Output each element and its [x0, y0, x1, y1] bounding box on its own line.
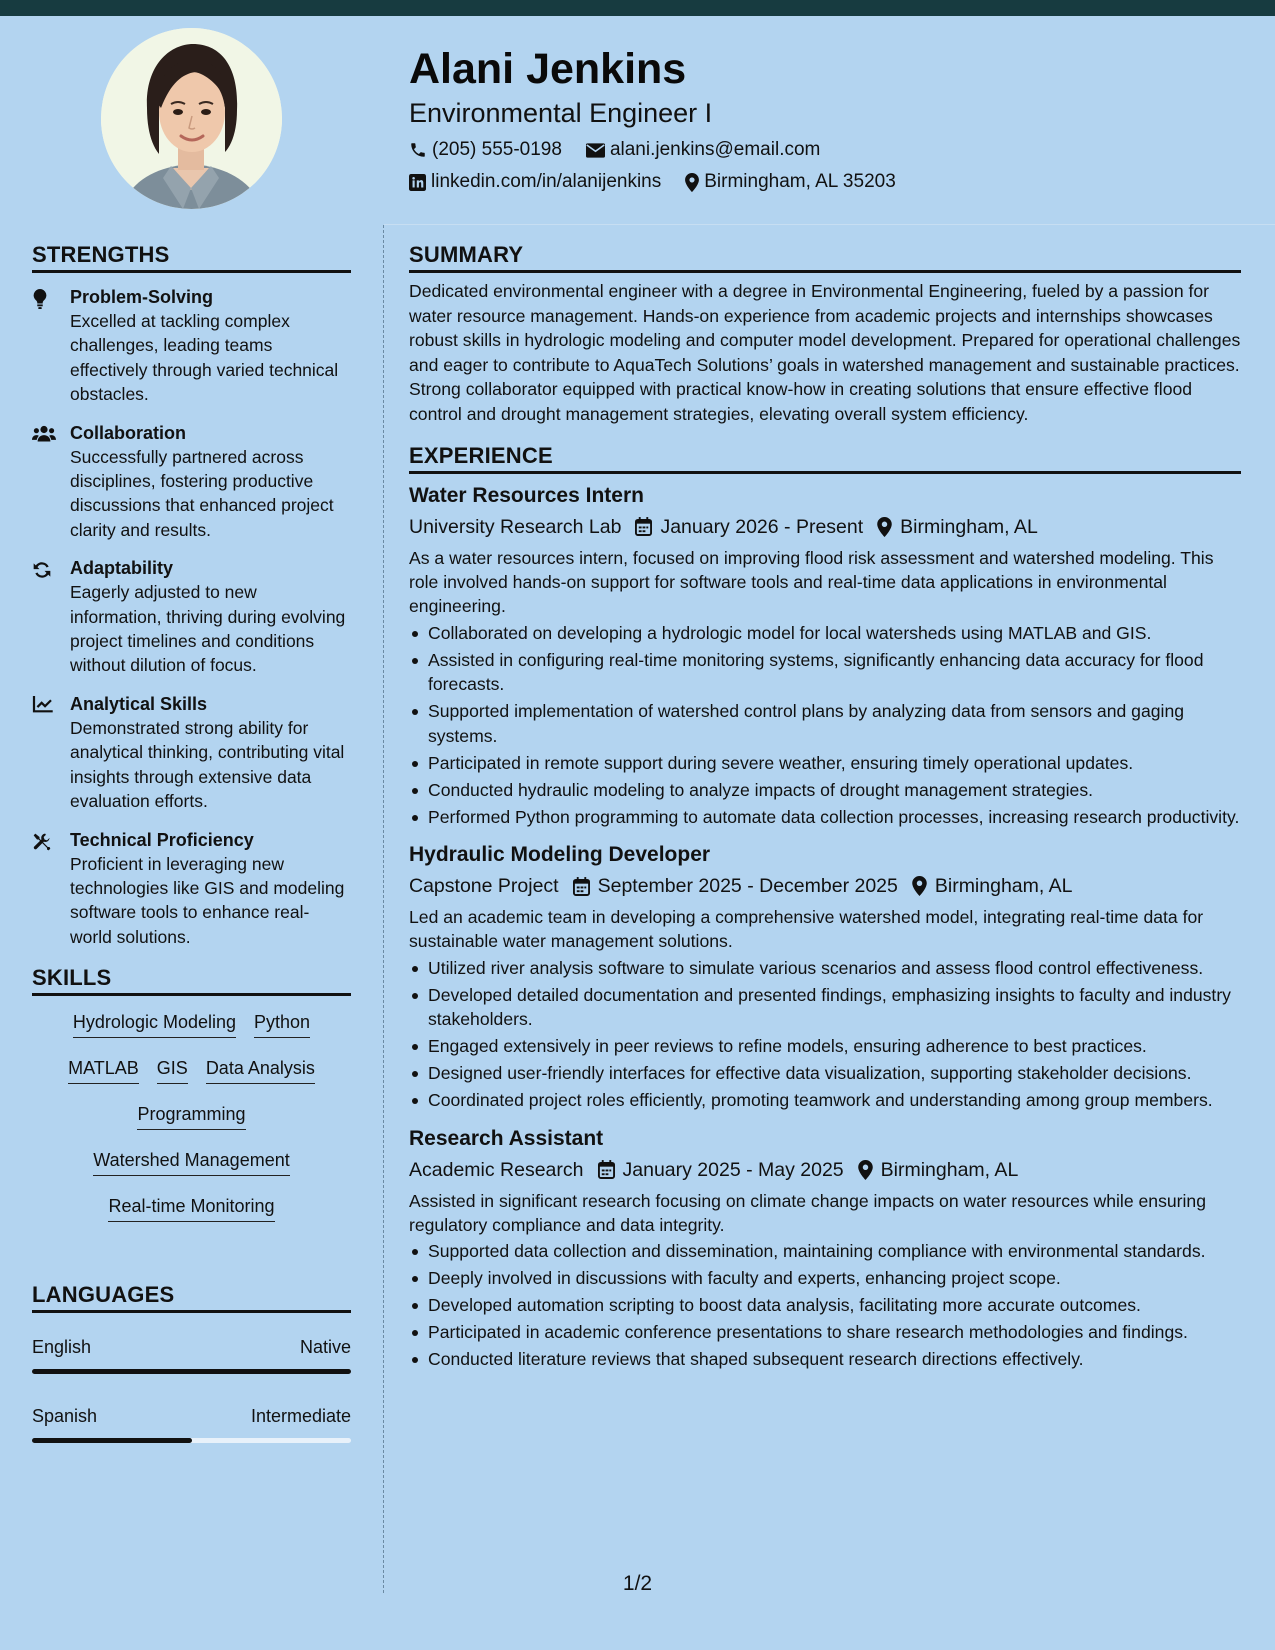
experience-list	[409, 482, 1241, 1372]
language-level: Intermediate	[250, 1406, 351, 1427]
candidate-title: Environmental Engineer I	[409, 98, 713, 128]
email-text: alani.jenkins@email.com	[609, 139, 821, 160]
strength-title: Technical Proficiency	[70, 829, 254, 850]
language-item	[32, 1404, 351, 1443]
job-org: Capstone Project	[409, 875, 559, 897]
sync-icon	[32, 560, 52, 580]
header-rule	[384, 224, 1275, 225]
contact-row-1	[409, 138, 1229, 162]
job-bullet: Developed detailed documentation and presented findings, emphasizing insights to faculty and industry stakeholders.	[409, 983, 1241, 1032]
job-org: Academic Research	[409, 1158, 584, 1181]
skills-heading: SKILLS	[32, 963, 351, 996]
job-location: Birmingham, AL	[934, 875, 1073, 897]
phone-text: (205) 555-0198	[432, 139, 562, 160]
skill-tag: MATLAB	[68, 1056, 139, 1084]
map-pin-icon	[912, 876, 927, 896]
job-bullet: Engaged extensively in peer reviews to refine models, ensuring adherence to best practices.	[409, 1034, 1241, 1058]
map-pin-icon	[685, 173, 699, 192]
job-org: University Research Lab	[409, 515, 622, 538]
job-bullet: Deeply involved in discussions with faculty and experts, enhancing project scope.	[409, 1266, 1241, 1290]
job-dates: January 2025 - May 2025	[622, 1158, 844, 1181]
summary-heading: SUMMARY	[409, 240, 1241, 273]
left-column	[32, 240, 351, 1443]
language-bar	[32, 1438, 351, 1443]
experience-heading: EXPERIENCE	[409, 441, 1241, 474]
job-bullet: Supported data collection and dissemination, maintaining compliance with environmental standards.	[409, 1239, 1241, 1263]
language-level: Native	[299, 1337, 351, 1358]
job-bullet: Designed user-friendly interfaces for effective data visualization, supporting stakeholder decisions.	[409, 1061, 1241, 1085]
job-location: Birmingham, AL	[880, 1158, 1019, 1181]
phone-icon	[409, 141, 427, 159]
job-bullet: Performed Python programming to automate data collection processes, increasing research productivity.	[409, 805, 1241, 829]
job-bullets	[409, 621, 1241, 829]
job-bullet: Participated in academic conference presentations to share research methodologies and findings.	[409, 1320, 1241, 1344]
strength-desc: Successfully partnered across disciplines, fostering productive discussions that enhanced project clarity and results.	[70, 446, 334, 540]
job-meta	[409, 514, 1241, 540]
job-bullet: Coordinated project roles efficiently, promoting teamwork and understanding among group members.	[409, 1088, 1241, 1112]
skill-tag: GIS	[157, 1056, 188, 1084]
job-entry	[409, 482, 1241, 829]
strength-item	[32, 692, 351, 814]
map-pin-icon	[858, 1160, 873, 1180]
strength-title: Problem-Solving	[70, 287, 214, 307]
strength-title: Adaptability	[70, 558, 174, 579]
users-icon	[32, 425, 56, 442]
strength-item	[32, 285, 351, 407]
languages-heading: LANGUAGES	[32, 1280, 351, 1313]
contact-location	[685, 170, 896, 194]
linkedin-icon	[409, 174, 426, 191]
page-number: 1/2	[622, 1572, 653, 1595]
strength-desc: Excelled at tackling complex challenges, leading teams effectively through varied technical obstacles.	[70, 311, 339, 405]
job-bullets	[409, 956, 1241, 1113]
strength-title: Analytical Skills	[70, 693, 208, 714]
strength-desc: Demonstrated strong ability for analytical thinking, contributing vital insights through extensive data evaluation efforts.	[70, 717, 345, 812]
right-column	[409, 240, 1241, 1374]
profile-photo	[101, 28, 282, 209]
job-meta	[409, 873, 1241, 899]
contact-phone[interactable]	[409, 138, 562, 162]
job-description: Assisted in significant research focusing on climate change impacts on water resources while ensuring regulatory compliance and data integrity.	[409, 1190, 1207, 1236]
language-bar-fill	[32, 1369, 351, 1374]
top-bar	[0, 0, 1275, 16]
job-title: Hydraulic Modeling Developer	[409, 843, 711, 866]
language-item	[32, 1335, 351, 1374]
skills-list	[32, 1010, 351, 1240]
summary-text: Dedicated environmental engineer with a degree in Environmental Engineering, fueled by a passion for water resource management. Hands-on experience from academic projects and internships showcases robust skills in hydrologic modeling and computer model development. Prepared for operational challenges and eager to contribute to AquaTech Solutions’ goals in watershed management and sustainable practices. Strong collaborator equipped with practical know-how in creating solutions that ensure effective flood control and drought management strategies, elevating overall system efficiency.	[409, 281, 1241, 424]
strength-desc: Eagerly adjusted to new information, thriving during evolving project timelines and conditions without dilution of focus.	[70, 582, 346, 676]
calendar-icon	[598, 1160, 615, 1179]
strengths-heading: STRENGTHS	[32, 240, 351, 273]
job-bullet: Collaborated on developing a hydrologic model for local watersheds using MATLAB and GIS.	[409, 621, 1241, 645]
job-dates: September 2025 - December 2025	[597, 875, 898, 897]
location-text: Birmingham, AL 35203	[704, 171, 896, 192]
candidate-name: Alani Jenkins	[409, 45, 687, 93]
strength-item	[32, 828, 351, 950]
language-name: English	[32, 1337, 92, 1358]
job-bullets	[409, 1239, 1241, 1371]
skill-tag: Watershed Management	[93, 1148, 289, 1176]
job-meta	[409, 1157, 1241, 1183]
contact-email[interactable]	[586, 138, 820, 162]
job-bullet: Assisted in configuring real-time monitoring systems, significantly enhancing data accuracy for flood forecasts.	[409, 648, 1241, 697]
job-bullet: Conducted literature reviews that shaped subsequent research directions effectively.	[409, 1347, 1241, 1371]
resume-header	[409, 42, 1229, 194]
language-name: Spanish	[32, 1406, 98, 1427]
job-bullet: Participated in remote support during severe weather, ensuring timely operational updates.	[409, 751, 1241, 775]
linkedin-text: linkedin.com/in/alanijenkins	[431, 171, 662, 192]
job-title: Water Resources Intern	[409, 483, 644, 507]
job-entry	[409, 1125, 1241, 1372]
contact-linkedin[interactable]	[409, 170, 661, 194]
column-divider	[383, 225, 384, 1593]
strengths-list	[32, 285, 351, 949]
language-bar-fill	[32, 1438, 192, 1443]
tools-icon	[32, 832, 52, 852]
job-dates: January 2026 - Present	[660, 515, 864, 538]
skill-tag: Programming	[137, 1102, 245, 1130]
job-location: Birmingham, AL	[900, 515, 1038, 538]
strength-title: Collaboration	[70, 422, 186, 443]
job-entry	[409, 841, 1241, 1113]
job-description: Led an academic team in developing a comprehensive watershed model, integrating real-time data for sustainable water management solutions.	[409, 907, 1204, 952]
strength-desc: Proficient in leveraging new technologies like GIS and modeling software tools to enhance real-world solutions.	[70, 853, 345, 947]
envelope-icon	[586, 143, 605, 158]
chart-line-icon	[32, 696, 53, 713]
language-bar	[32, 1369, 351, 1374]
skill-tag: Python	[254, 1010, 310, 1038]
contact-row-2	[409, 170, 1229, 194]
calendar-icon	[635, 517, 652, 536]
calendar-icon	[573, 877, 590, 896]
skill-tag: Data Analysis	[206, 1056, 315, 1084]
skill-tag: Hydrologic Modeling	[73, 1010, 236, 1038]
job-bullet: Supported implementation of watershed control plans by analyzing data from sensors and gaging systems.	[409, 699, 1241, 748]
job-bullet: Utilized river analysis software to simulate various scenarios and assess flood control effectiveness.	[409, 956, 1241, 980]
job-title: Research Assistant	[409, 1126, 604, 1150]
job-bullet: Developed automation scripting to boost data analysis, facilitating more accurate outcomes.	[409, 1293, 1241, 1317]
lightbulb-icon	[32, 289, 48, 309]
map-pin-icon	[877, 517, 892, 537]
strength-item	[32, 421, 351, 543]
job-bullet: Conducted hydraulic modeling to analyze impacts of drought management strategies.	[409, 778, 1241, 802]
skill-tag: Real-time Monitoring	[108, 1194, 274, 1222]
strength-item	[32, 556, 351, 678]
job-description: As a water resources intern, focused on improving flood risk assessment and watershed modeling. This role involved hands-on support for software tools and real-time data applications in environmental engineering.	[409, 547, 1214, 617]
